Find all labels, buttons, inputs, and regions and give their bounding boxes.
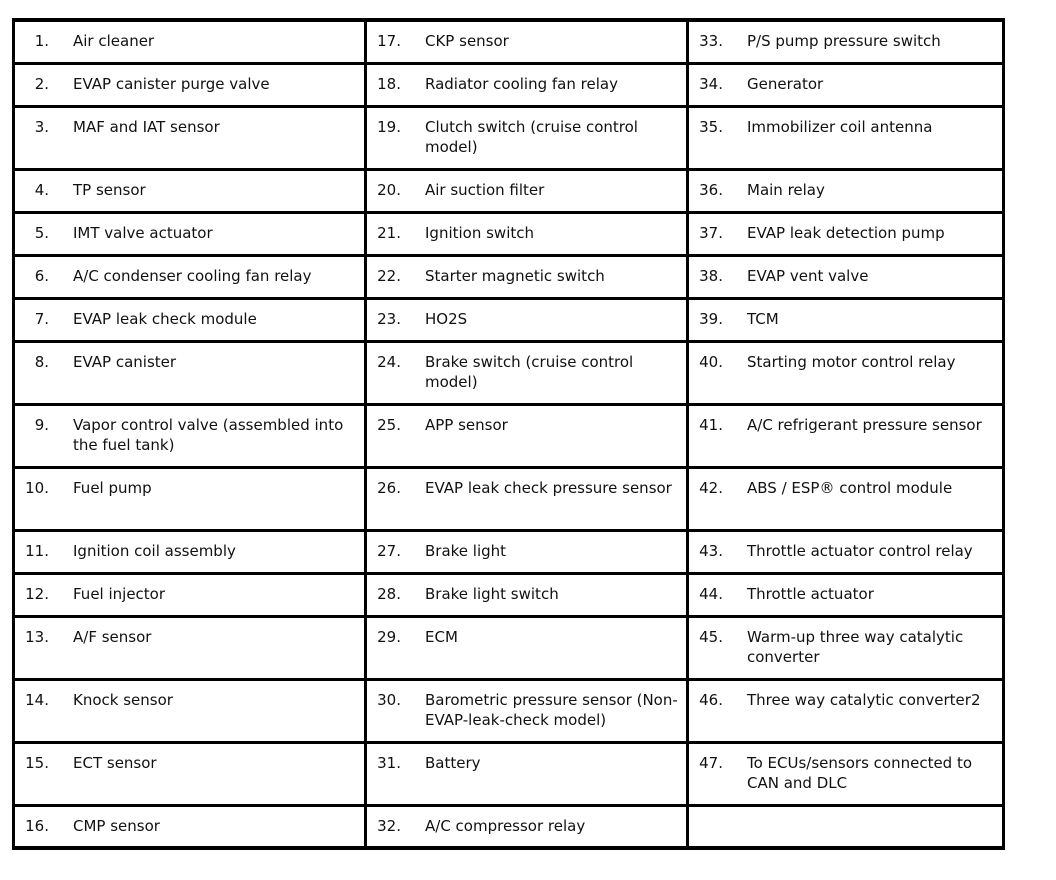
legend-cell bbox=[14, 169, 366, 212]
item-label: Vapor control valve (assembled into the fuel tank) bbox=[73, 415, 344, 454]
item-number: 25. bbox=[377, 415, 401, 434]
table-row bbox=[14, 341, 1004, 404]
item-label: Brake switch (cruise control model) bbox=[425, 352, 634, 391]
item-number: 38. bbox=[699, 266, 723, 285]
table-row bbox=[14, 298, 1004, 341]
table-row bbox=[14, 63, 1004, 106]
legend-cell bbox=[14, 679, 366, 742]
item-number: 13. bbox=[25, 627, 49, 646]
item-label: Fuel pump bbox=[73, 478, 152, 497]
legend-cell bbox=[688, 255, 1004, 298]
item-label: Air cleaner bbox=[73, 32, 155, 50]
item-label: Immobilizer coil antenna bbox=[747, 117, 933, 136]
legend-cell bbox=[14, 404, 366, 467]
legend-cell bbox=[688, 573, 1004, 616]
item-number: 23. bbox=[377, 309, 401, 328]
legend-cell bbox=[14, 106, 366, 169]
item-label: TCM bbox=[747, 309, 779, 328]
legend-cell bbox=[366, 467, 688, 530]
item-label: Knock sensor bbox=[73, 690, 173, 709]
item-label: Generator bbox=[747, 74, 824, 93]
item-label: Starter magnetic switch bbox=[425, 266, 605, 285]
legend-cell bbox=[14, 20, 366, 63]
item-label: To ECUs/sensors connected to CAN and DLC bbox=[747, 753, 973, 792]
legend-cell bbox=[688, 20, 1004, 63]
item-number: 35. bbox=[699, 117, 723, 136]
item-number: 5. bbox=[34, 223, 49, 242]
item-number: 14. bbox=[25, 690, 49, 709]
legend-cell bbox=[366, 106, 688, 169]
legend-cell bbox=[14, 573, 366, 616]
item-label: IMT valve actuator bbox=[73, 223, 213, 242]
item-number: 30. bbox=[377, 690, 401, 709]
item-label: HO2S bbox=[425, 309, 468, 328]
legend-cell bbox=[366, 573, 688, 616]
item-label: EVAP canister bbox=[73, 352, 177, 371]
item-label: EVAP vent valve bbox=[747, 266, 869, 285]
item-number: 21. bbox=[377, 223, 401, 242]
item-label: Ignition coil assembly bbox=[73, 541, 236, 560]
component-legend-table bbox=[12, 18, 1005, 850]
legend-cell bbox=[366, 616, 688, 679]
item-label: EVAP leak detection pump bbox=[747, 223, 945, 242]
item-number: 46. bbox=[699, 690, 723, 709]
legend-cell bbox=[688, 63, 1004, 106]
legend-cell bbox=[688, 742, 1004, 805]
item-number: 42. bbox=[699, 478, 723, 497]
item-label: MAF and IAT sensor bbox=[73, 117, 220, 136]
item-label: Three way catalytic converter2 bbox=[747, 690, 981, 709]
item-number: 11. bbox=[25, 541, 49, 560]
table-row bbox=[14, 679, 1004, 742]
legend-cell bbox=[688, 679, 1004, 742]
item-number: 2. bbox=[34, 74, 49, 93]
item-number: 31. bbox=[377, 753, 401, 772]
item-label: CMP sensor bbox=[73, 816, 160, 835]
table-row bbox=[14, 805, 1004, 848]
item-number: 27. bbox=[377, 541, 401, 560]
item-label: TP sensor bbox=[73, 180, 146, 199]
item-label: ECM bbox=[425, 627, 458, 646]
item-label: Clutch switch (cruise control model) bbox=[425, 117, 638, 156]
legend-cell-empty bbox=[688, 805, 1004, 848]
legend-cell bbox=[366, 679, 688, 742]
legend-cell bbox=[14, 63, 366, 106]
item-number: 26. bbox=[377, 478, 401, 497]
legend-cell bbox=[366, 805, 688, 848]
item-label: ECT sensor bbox=[73, 753, 157, 772]
item-number: 15. bbox=[25, 753, 49, 772]
item-number: 24. bbox=[377, 352, 401, 371]
item-label: CKP sensor bbox=[425, 32, 509, 50]
legend-cell bbox=[14, 298, 366, 341]
item-label: APP sensor bbox=[425, 415, 508, 434]
table-row bbox=[14, 467, 1004, 530]
legend-body bbox=[14, 20, 1004, 848]
item-number: 3. bbox=[34, 117, 49, 136]
item-label: EVAP leak check module bbox=[73, 309, 257, 328]
legend-cell bbox=[366, 298, 688, 341]
item-label: Brake light switch bbox=[425, 584, 559, 603]
item-number: 12. bbox=[25, 584, 49, 603]
item-number: 17. bbox=[377, 32, 401, 50]
legend-cell bbox=[14, 805, 366, 848]
table-row bbox=[14, 255, 1004, 298]
table-row bbox=[14, 404, 1004, 467]
item-label: Starting motor control relay bbox=[747, 352, 956, 371]
item-number: 34. bbox=[699, 74, 723, 93]
legend-cell bbox=[366, 63, 688, 106]
legend-cell bbox=[366, 341, 688, 404]
item-label: A/C compressor relay bbox=[425, 816, 586, 835]
item-number: 28. bbox=[377, 584, 401, 603]
item-label: Fuel injector bbox=[73, 584, 166, 603]
item-label: EVAP leak check pressure sensor bbox=[425, 478, 672, 497]
legend-cell bbox=[366, 169, 688, 212]
item-label: Throttle actuator bbox=[747, 584, 874, 603]
legend-cell bbox=[366, 20, 688, 63]
item-number: 19. bbox=[377, 117, 401, 136]
item-number: 9. bbox=[34, 415, 49, 434]
table-row bbox=[14, 106, 1004, 169]
item-number: 40. bbox=[699, 352, 723, 371]
item-number: 41. bbox=[699, 415, 723, 434]
legend-cell bbox=[14, 341, 366, 404]
item-number: 36. bbox=[699, 180, 723, 199]
legend-cell bbox=[366, 212, 688, 255]
item-number: 22. bbox=[377, 266, 401, 285]
table-row bbox=[14, 742, 1004, 805]
item-label: A/C condenser cooling fan relay bbox=[73, 266, 312, 285]
item-number: 39. bbox=[699, 309, 723, 328]
legend-cell bbox=[366, 404, 688, 467]
table-row bbox=[14, 212, 1004, 255]
item-label: ABS / ESP® control module bbox=[747, 478, 953, 497]
item-label: Ignition switch bbox=[425, 223, 535, 242]
table-row bbox=[14, 616, 1004, 679]
legend-cell bbox=[14, 255, 366, 298]
item-number: 4. bbox=[34, 180, 49, 199]
legend-cell bbox=[688, 404, 1004, 467]
legend-cell bbox=[14, 467, 366, 530]
item-number: 33. bbox=[699, 32, 723, 50]
legend-cell bbox=[688, 530, 1004, 573]
table-row bbox=[14, 169, 1004, 212]
legend-cell bbox=[688, 106, 1004, 169]
item-number: 43. bbox=[699, 541, 723, 560]
legend-cell bbox=[366, 530, 688, 573]
legend-cell bbox=[14, 530, 366, 573]
item-label: Brake light bbox=[425, 541, 507, 560]
item-number: 45. bbox=[699, 627, 723, 646]
item-number: 44. bbox=[699, 584, 723, 603]
item-number: 16. bbox=[25, 816, 49, 835]
legend-cell bbox=[14, 212, 366, 255]
item-label: Barometric pressure sensor (Non-EVAP-leak-check model) bbox=[425, 690, 678, 729]
legend-cell bbox=[366, 742, 688, 805]
item-number: 1. bbox=[34, 32, 49, 50]
legend-cell bbox=[14, 616, 366, 679]
item-number: 8. bbox=[34, 352, 49, 371]
item-number: 18. bbox=[377, 74, 401, 93]
item-number: 32. bbox=[377, 816, 401, 835]
legend-cell bbox=[688, 467, 1004, 530]
legend-cell bbox=[688, 341, 1004, 404]
item-number: 47. bbox=[699, 753, 723, 772]
item-label: Main relay bbox=[747, 180, 825, 199]
table-row bbox=[14, 530, 1004, 573]
item-label: Throttle actuator control relay bbox=[747, 541, 973, 560]
item-label: Warm-up three way catalytic converter bbox=[747, 627, 964, 666]
item-number: 29. bbox=[377, 627, 401, 646]
legend-cell bbox=[688, 616, 1004, 679]
legend-cell bbox=[14, 742, 366, 805]
table-row bbox=[14, 573, 1004, 616]
item-label: Air suction filter bbox=[425, 180, 545, 199]
item-label: P/S pump pressure switch bbox=[747, 32, 941, 50]
item-number: 6. bbox=[34, 266, 49, 285]
item-label: A/C refrigerant pressure sensor bbox=[747, 415, 982, 434]
table-row bbox=[14, 20, 1004, 63]
item-label: Radiator cooling fan relay bbox=[425, 74, 618, 93]
item-label: A/F sensor bbox=[73, 627, 152, 646]
item-number: 37. bbox=[699, 223, 723, 242]
legend-cell bbox=[688, 212, 1004, 255]
item-number: 20. bbox=[377, 180, 401, 199]
legend-cell bbox=[688, 169, 1004, 212]
legend-cell bbox=[366, 255, 688, 298]
item-label: Battery bbox=[425, 753, 481, 772]
legend-cell bbox=[688, 298, 1004, 341]
item-number: 10. bbox=[25, 478, 49, 497]
item-label: EVAP canister purge valve bbox=[73, 74, 270, 93]
item-number: 7. bbox=[34, 309, 49, 328]
